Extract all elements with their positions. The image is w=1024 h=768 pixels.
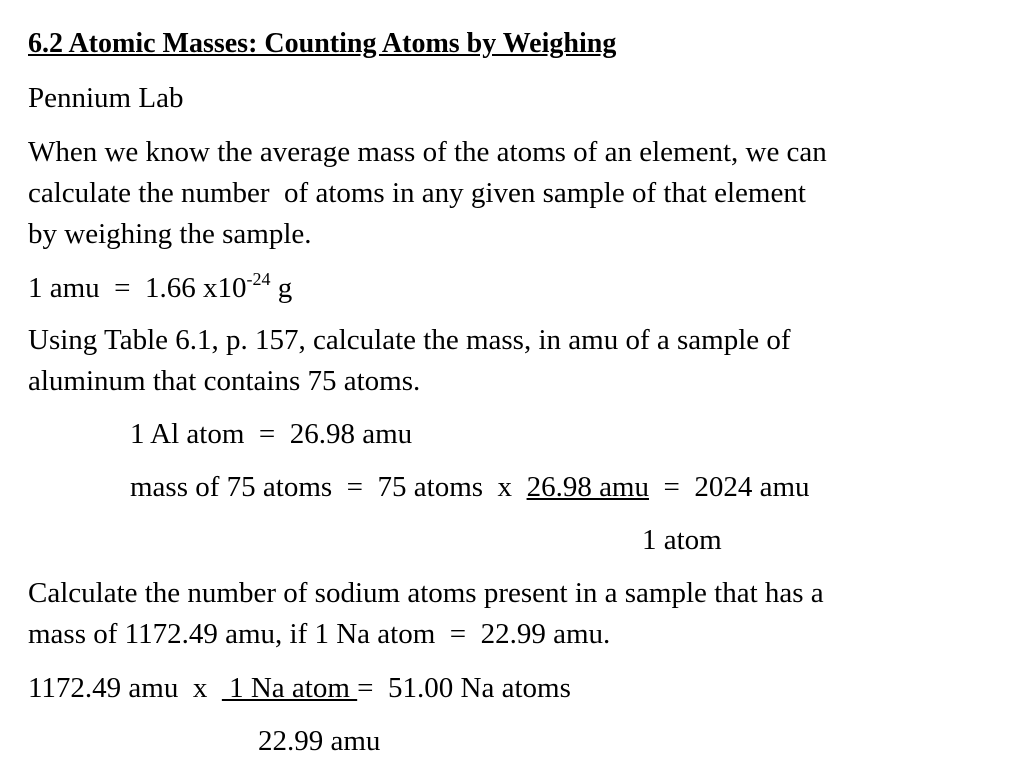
problem1-calc-prefix: mass of 75 atoms = 75 atoms x <box>130 471 527 503</box>
conversion-exponent: -24 <box>246 269 271 289</box>
conversion-factor <box>28 268 292 308</box>
problem2-calculation <box>28 668 571 708</box>
problem2-calc-result: = 51.00 Na atoms <box>357 672 571 704</box>
problem2-calc-prefix: 1172.49 amu x <box>28 672 222 704</box>
problem2-calc-denominator: 22.99 amu <box>258 725 381 757</box>
problem1-given: 1 Al atom = 26.98 amu <box>130 418 413 450</box>
problem1-calc-numerator: 26.98 amu <box>526 471 649 503</box>
intro-line-1: When we know the average mass of the atoms of an element, we can <box>28 136 827 168</box>
conversion-unit: g <box>270 272 293 304</box>
problem1-calculation <box>130 467 810 507</box>
intro-line-3: by weighing the sample. <box>28 218 312 250</box>
intro-line-2: calculate the number of atoms in any given sample of that element <box>28 177 806 209</box>
conversion-lhs: 1 amu = 1.66 x10 <box>28 272 247 304</box>
problem2-line-1: Calculate the number of sodium atoms present in a sample that has a <box>28 577 824 609</box>
subtitle: Pennium Lab <box>28 82 184 114</box>
problem2-calc-numerator: 1 Na atom <box>221 672 358 704</box>
problem2-line-2: mass of 1172.49 amu, if 1 Na atom = 22.99 amu. <box>28 618 611 650</box>
problem1-calc-result: = 2024 amu <box>649 471 810 503</box>
slide-title: 6.2 Atomic Masses: Counting Atoms by Weighing <box>28 28 617 59</box>
problem1-calc-denominator: 1 atom <box>642 524 722 556</box>
problem1-line-1: Using Table 6.1, p. 157, calculate the mass, in amu of a sample of <box>28 324 791 356</box>
problem1-line-2: aluminum that contains 75 atoms. <box>28 365 421 397</box>
